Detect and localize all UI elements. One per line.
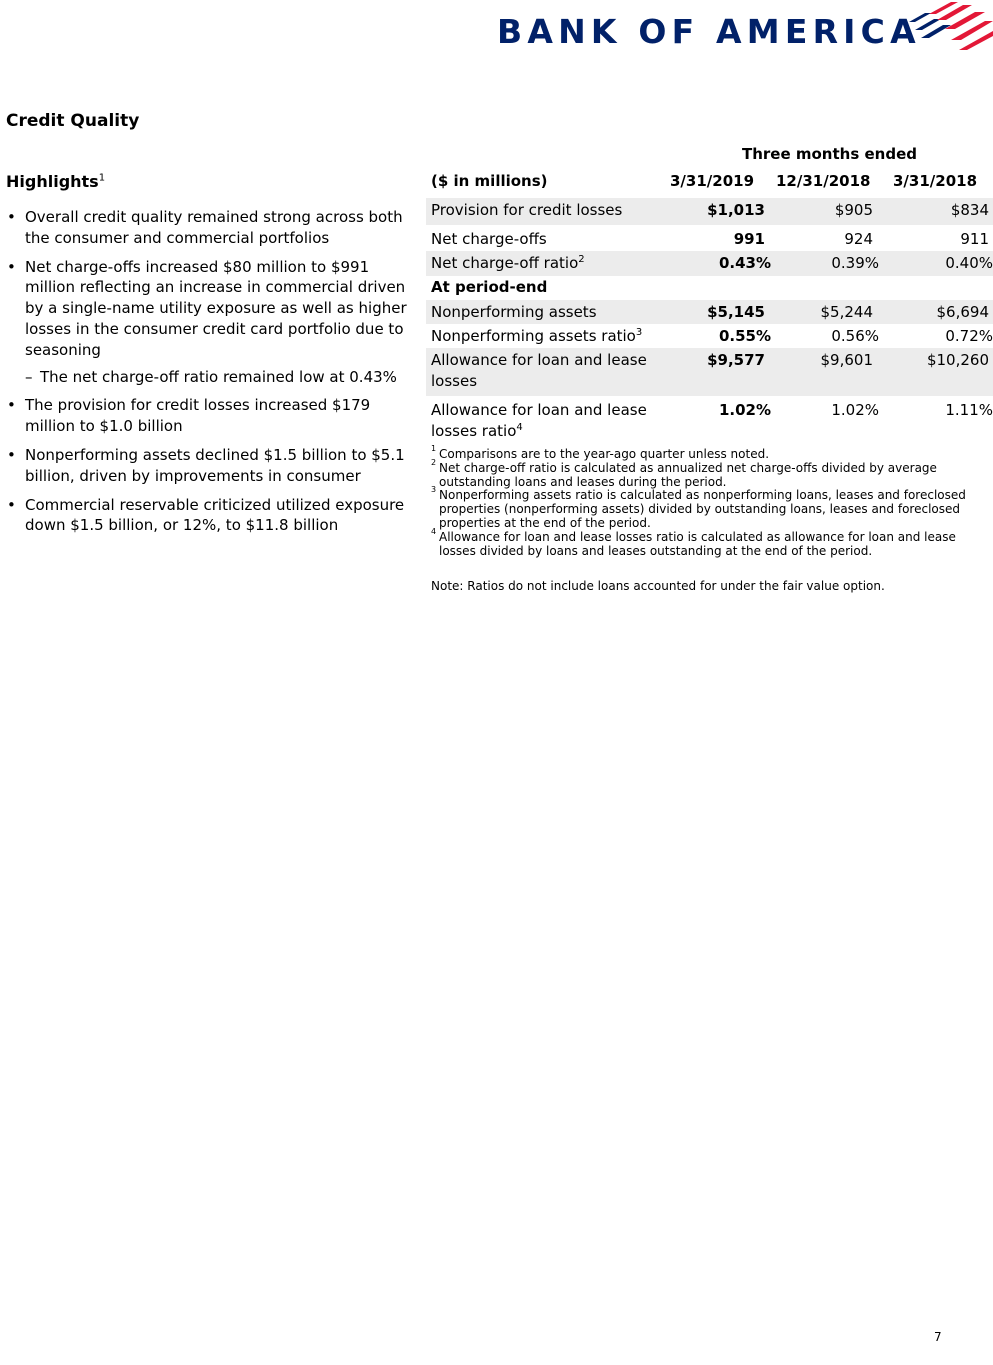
footnote-number: 3: [431, 485, 437, 495]
table-body: [426, 198, 993, 444]
cell-value: 1.02%: [831, 401, 879, 419]
cell-value: 0.72%: [945, 327, 993, 345]
cell-value: 1.11%: [945, 401, 993, 419]
column-header: 3/31/2019: [670, 172, 755, 190]
highlights-heading-text: Highlights: [6, 172, 99, 191]
footnotes: [431, 444, 991, 558]
footnote: [431, 444, 991, 462]
section-label: At period-end: [431, 278, 548, 296]
row-label: [431, 253, 656, 274]
row-label-text: Net charge-off ratio: [431, 254, 579, 272]
column-header: 3/31/2018: [893, 172, 978, 190]
note-text: Note: Ratios do not include loans accounted for under the fair value option.: [431, 579, 885, 593]
row-label: [431, 400, 651, 441]
cell-value: $10,260: [926, 351, 989, 369]
table-row: [426, 348, 993, 396]
highlight-item: • Commercial reservable criticized utilized exposure down $1.5 billion, or 12%, to $11.8 billion: [6, 495, 416, 537]
footnote-number: 4: [431, 526, 437, 536]
cell-value: $905: [834, 201, 873, 219]
footnote-text: Comparisons are to the year-ago quarter unless noted.: [439, 447, 770, 461]
footnote-text: Net charge-off ratio is calculated as annualized net charge-offs divided by average outstanding loans and leases during the period.: [439, 460, 937, 489]
footnote-ref: 1: [98, 172, 106, 184]
table-header-row: [426, 172, 993, 194]
highlight-item: • The provision for credit losses increased $179 million to $1.0 billion: [6, 395, 416, 437]
table-row: [426, 198, 993, 225]
flag-red-stripes: [929, 2, 993, 50]
cell-value: $1,013: [707, 201, 765, 219]
row-label: Nonperforming assets: [431, 303, 597, 321]
footnote-number: 1: [431, 444, 437, 453]
highlight-item: [6, 257, 416, 361]
footnote-number: 2: [431, 457, 437, 467]
cell-value: 0.56%: [831, 327, 879, 345]
page-title: Credit Quality: [6, 111, 140, 131]
cell-value: $5,244: [820, 303, 873, 321]
cell-value: 0.40%: [945, 254, 993, 272]
footnote: [431, 457, 991, 490]
cell-value: 0.39%: [831, 254, 879, 272]
highlight-sub-item: – The net charge-off ratio remained low at 0.43%: [6, 367, 416, 388]
cell-value: 924: [844, 230, 873, 248]
cell-value: 0.55%: [718, 327, 771, 345]
footnote-ref: 3: [635, 327, 643, 338]
cell-value: $834: [950, 201, 989, 219]
footnote-text: Nonperforming assets ratio is calculated as nonperforming loans, leases and foreclosed properties (nonperforming assets) divided by outstanding loans, leases and foreclosed properties at the end of the period.: [439, 488, 966, 530]
flag-logo-icon: [901, 2, 993, 54]
bank-of-america-logo: [497, 2, 993, 54]
column-header: 12/31/2018: [776, 172, 871, 190]
footnote-text: Allowance for loan and lease losses ratio is calculated as allowance for loan and lease losses divided by loans and leases outstanding at the end of the period.: [439, 529, 956, 558]
table-row: [426, 300, 993, 324]
table-row: [426, 396, 993, 444]
table-row: [426, 225, 993, 251]
cell-value: $6,694: [936, 303, 989, 321]
highlight-item-text: Net charge-offs increased $80 million to $991 million reflecting an increase in commercial driven by a single-name utility exposure as well as higher losses in the consumer credit card portfolio due to seasoning: [25, 257, 407, 359]
row-label: Provision for credit losses: [431, 201, 623, 219]
table-row: [426, 324, 993, 348]
cell-value: 911: [960, 230, 989, 248]
footnote-ref: 4: [516, 421, 523, 433]
row-label-text: Nonperforming assets ratio: [431, 327, 636, 345]
cell-value: $5,145: [707, 303, 765, 321]
cell-value: 991: [733, 230, 765, 248]
footnote: [431, 485, 991, 530]
row-label: [431, 326, 656, 347]
table-row: [426, 251, 993, 276]
footnote-ref: 2: [578, 254, 585, 265]
page-number: 7: [934, 1330, 942, 1344]
footnote: [431, 526, 991, 559]
row-label-text: Allowance for loan and lease losses ratio: [431, 401, 647, 440]
highlights-heading: [6, 172, 105, 191]
highlights-list: [6, 207, 416, 544]
row-label: Net charge-offs: [431, 230, 547, 248]
table-section-row: [426, 276, 993, 300]
cell-value: $9,601: [820, 351, 873, 369]
cell-value: $9,577: [707, 351, 765, 369]
highlight-item: • Overall credit quality remained strong across both the consumer and commercial portfolios: [6, 207, 416, 249]
cell-value: 0.43%: [718, 254, 771, 272]
column-header-label: ($ in millions): [431, 172, 548, 190]
table-group-header: Three months ended: [742, 145, 917, 163]
highlight-item: • Nonperforming assets declined $1.5 billion to $5.1 billion, driven by improvements in consumer: [6, 445, 416, 487]
cell-value: 1.02%: [718, 401, 771, 419]
row-label: Allowance for loan and lease losses: [431, 351, 647, 390]
logo-wordmark: BANK OF AMERICA: [497, 12, 921, 51]
